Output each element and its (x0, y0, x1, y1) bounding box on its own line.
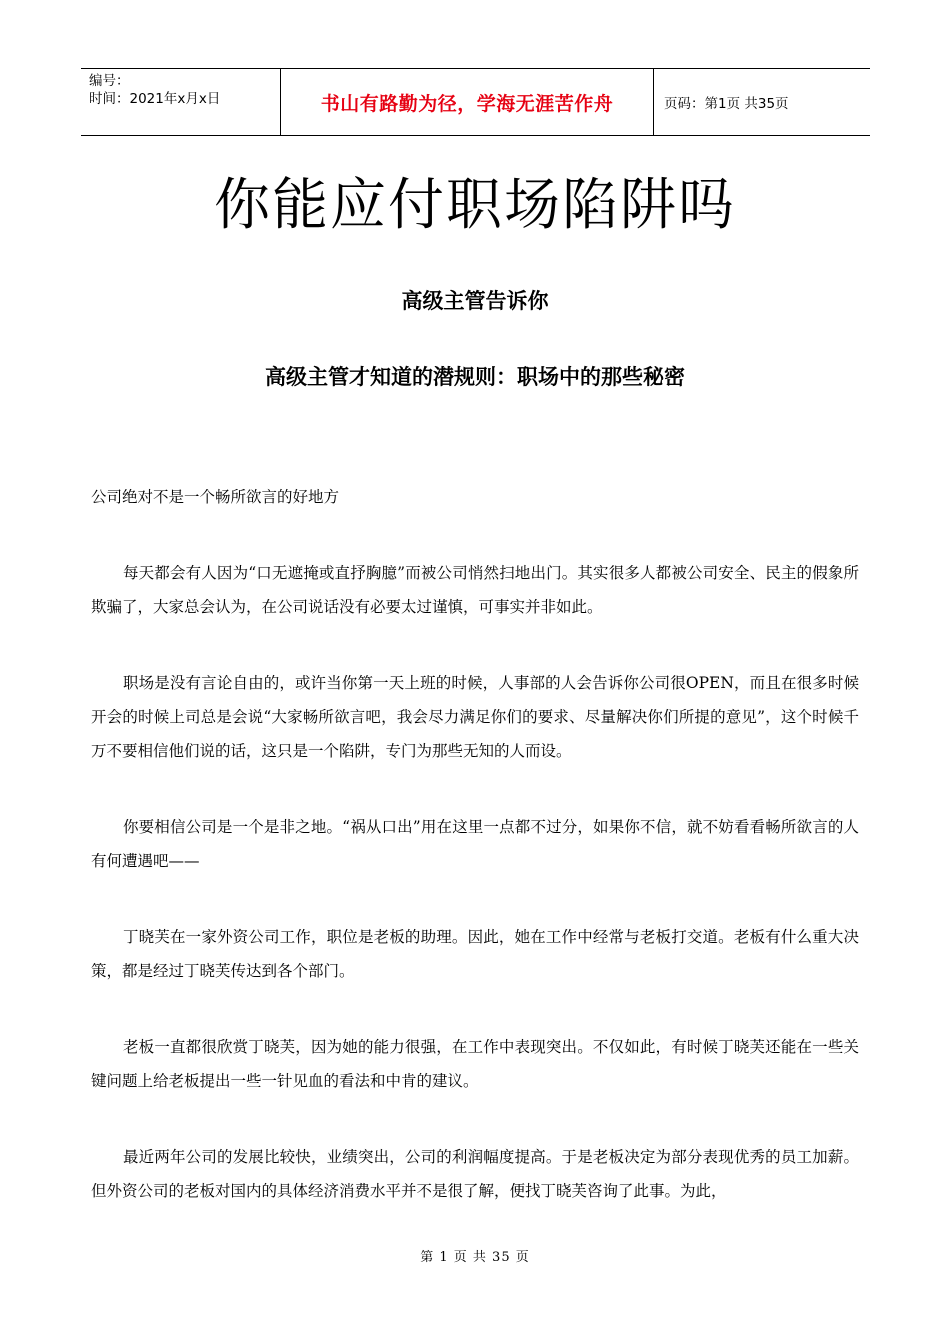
paragraph: 最近两年公司的发展比较快，业绩突出，公司的利润幅度提高。于是老板决定为部分表现优秀的员工加薪。但外资公司的老板对国内的具体经济消费水平并不是很了解，便找丁晓芙咨询了此事。为此， (91, 1148, 859, 1200)
header-meta-cell (81, 69, 281, 135)
paragraph: 老板一直都很欣赏丁晓芙，因为她的能力很强，在工作中表现突出。不仅如此，有时候丁晓芙还能在一些关键问题上给老板提出一些一针见血的看法和中肯的建议。 (91, 1038, 859, 1090)
document-subheading: 高级主管才知道的潜规则：职场中的那些秘密 (265, 365, 685, 389)
document-body (91, 480, 859, 1250)
doc-date-label: 时间：2021年x月x日 (89, 91, 221, 107)
document-subtitle: 高级主管告诉你 (401, 289, 549, 313)
paragraph-lead: 公司绝对不是一个畅所欲言的好地方 (91, 488, 340, 506)
page-header (81, 68, 870, 136)
page-footer: 第 1 页 共 35 页 (420, 1250, 530, 1265)
paragraph: 你要相信公司是一个是非之地。“祸从口出”用在这里一点都不过分，如果你不信，就不妨看看畅所欲言的人有何遭遇吧—— (91, 818, 859, 870)
paragraph: 职场是没有言论自由的，或许当你第一天上班的时候，人事部的人会告诉你公司很OPEN，而且在很多时候开会的时候上司总是会说“大家畅所欲言吧，我会尽力满足你们的要求、尽量解决你们所提的意见”，这个时候千万不要相信他们说的话，这只是一个陷阱，专门为那些无知的人而设。 (91, 674, 859, 760)
header-page-info: 页码：第1页 共35页 (664, 96, 789, 112)
document-title: 你能应付职场陷阱吗 (214, 173, 736, 238)
doc-number-label: 编号： (89, 73, 130, 89)
header-motto: 书山有路勤为径，学海无涯苦作舟 (281, 69, 654, 135)
paragraph: 丁晓芙在一家外资公司工作，职位是老板的助理。因此，她在工作中经常与老板打交道。老板有什么重大决策，都是经过丁晓芙传达到各个部门。 (91, 928, 859, 980)
paragraph: 每天都会有人因为“口无遮掩或直抒胸臆”而被公司悄然扫地出门。其实很多人都被公司安全、民主的假象所欺骗了，大家总会认为，在公司说话没有必要太过谨慎，可事实并非如此。 (91, 564, 859, 616)
